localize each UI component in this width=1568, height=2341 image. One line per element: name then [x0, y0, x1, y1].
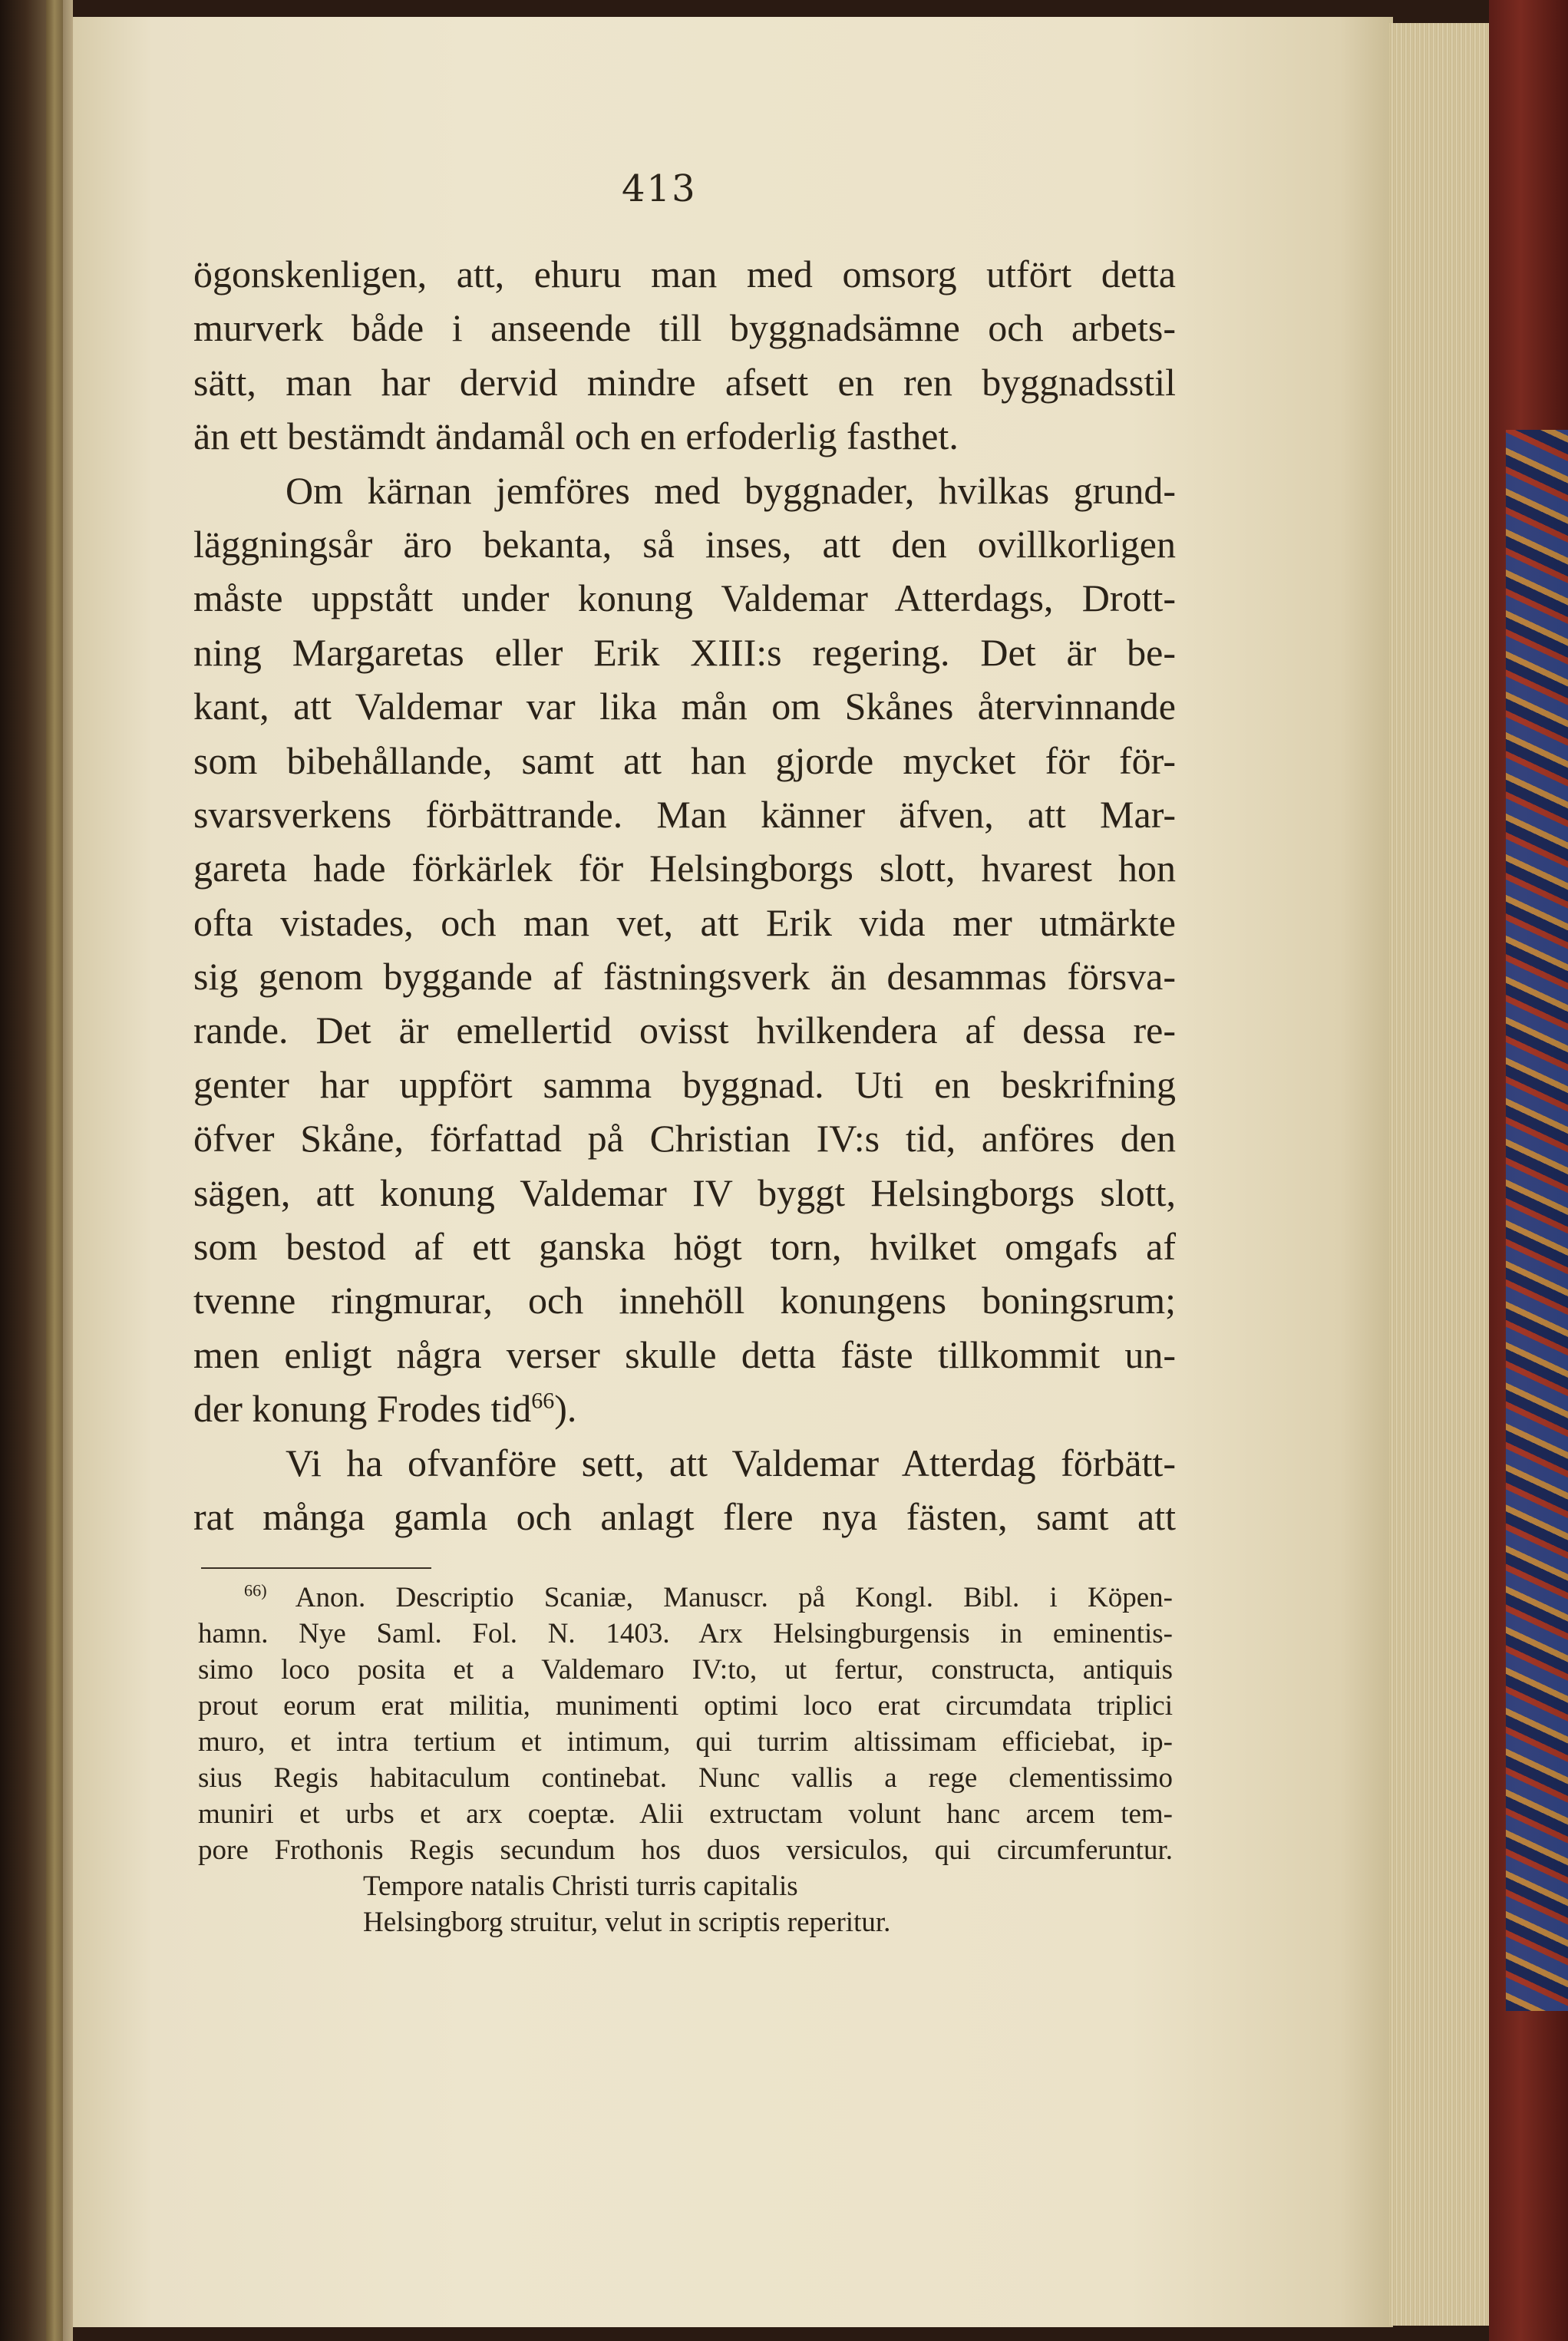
marbled-endpaper: [1506, 430, 1568, 2011]
body-line: sig genom byggande af fästningsverk än desammas försva-: [193, 955, 1176, 999]
body-line: kant, att Valdemar var lika mån om Skånes återvinnande: [193, 685, 1176, 728]
footnote-reference: 66: [531, 1388, 555, 1414]
footnote-verse-line: Tempore natalis Christi turris capitalis: [363, 1870, 798, 1902]
footnote-verse-line: Helsingborg struitur, velut in scriptis reperitur.: [363, 1907, 891, 1938]
footnote-line: pore Frothonis Regis secundum hos duos versiculos, qui circumferuntur.: [198, 1834, 1173, 1866]
body-line-with-footnote-ref: [193, 1382, 1176, 1435]
body-line: ofta vistades, och man vet, att Erik vida mer utmärkte: [193, 900, 1176, 944]
page-edges: [1389, 23, 1489, 2326]
body-line: måste uppstått under konung Valdemar Atterdags, Drott-: [193, 576, 1176, 620]
body-line: genter har uppfört samma byggnad. Uti en beskrifning: [193, 1062, 1176, 1106]
body-line: Om kärnan jemföres med byggnader, hvilkas grund-: [286, 468, 1176, 512]
body-line: sätt, man har dervid mindre afsett en ren byggnadsstil: [193, 360, 1176, 404]
footnote-first-line: [198, 1580, 1173, 1616]
body-text: [193, 247, 1176, 1544]
footnote-line: hamn. Nye Saml. Fol. N. 1403. Arx Helsingburgensis in eminentis-: [198, 1618, 1173, 1649]
footnote-marker: 66): [244, 1580, 267, 1600]
footnote-line: prout eorum erat militia, munimenti optimi loco erat circumdata triplici: [198, 1690, 1173, 1722]
body-line: Vi ha ofvanföre sett, att Valdemar Atterdag förbätt-: [286, 1441, 1176, 1484]
footnote-line: muniri et urbs et arx coeptæ. Alii extructam volunt hanc arcem tem-: [198, 1798, 1173, 1830]
body-line: sägen, att konung Valdemar IV byggt Helsingborgs slott,: [193, 1170, 1176, 1214]
footnote-line: sius Regis habitaculum continebat. Nunc vallis a rege clementissimo: [198, 1762, 1173, 1794]
body-line: som bibehållande, samt att han gjorde mycket för för-: [193, 738, 1176, 782]
book-binding-strip: [46, 0, 63, 2341]
footnote-rule: [201, 1567, 431, 1569]
body-line: läggningsår äro bekanta, så inses, att den ovillkorligen: [193, 522, 1176, 566]
page-number: 413: [622, 167, 697, 210]
body-line: ning Margaretas eller Erik XIII:s regering. Det är be-: [193, 630, 1176, 674]
footnote: [198, 1580, 1173, 1940]
footnote-line: Anon. Descriptio Scaniæ, Manuscr. på Kongl. Bibl. i Köpen-: [295, 1582, 1173, 1613]
footnote-reference-tail: ).: [554, 1387, 577, 1431]
body-line: svarsverkens förbättrande. Man känner äfven, att Mar-: [193, 792, 1176, 836]
body-line: rande. Det är emellertid ovisst hvilkendera af dessa re-: [193, 1009, 1176, 1052]
body-line: öfver Skåne, författad på Christian IV:s tid, anföres den: [193, 1117, 1176, 1161]
body-line: gareta hade förkärlek för Helsingborgs slott, hvarest hon: [193, 847, 1176, 890]
body-line: ögonskenligen, att, ehuru man med omsorg utfört detta: [193, 253, 1176, 296]
body-line: tvenne ringmurar, och innehöll konungens boningsrum;: [193, 1279, 1176, 1322]
body-line: men enligt några verser skulle detta fäste tillkommit un-: [193, 1332, 1176, 1376]
body-line: rat många gamla och anlagt flere nya fästen, samt att: [193, 1494, 1176, 1538]
footnote-line: muro, et intra tertium et intimum, qui turrim altissimam efficiebat, ip-: [198, 1726, 1173, 1758]
body-line: der konung Frodes tid: [193, 1387, 532, 1431]
footnote-line: simo loco posita et a Valdemaro IV:to, ut fertur, constructa, antiquis: [198, 1654, 1173, 1686]
body-line: murverk både i anseende till byggnadsämne och arbets-: [193, 306, 1176, 350]
body-line: som bestod af ett ganska högt torn, hvilket omgafs af: [193, 1225, 1176, 1269]
body-line: än ett bestämdt ändamål och en erfoderlig fasthet.: [193, 414, 959, 458]
